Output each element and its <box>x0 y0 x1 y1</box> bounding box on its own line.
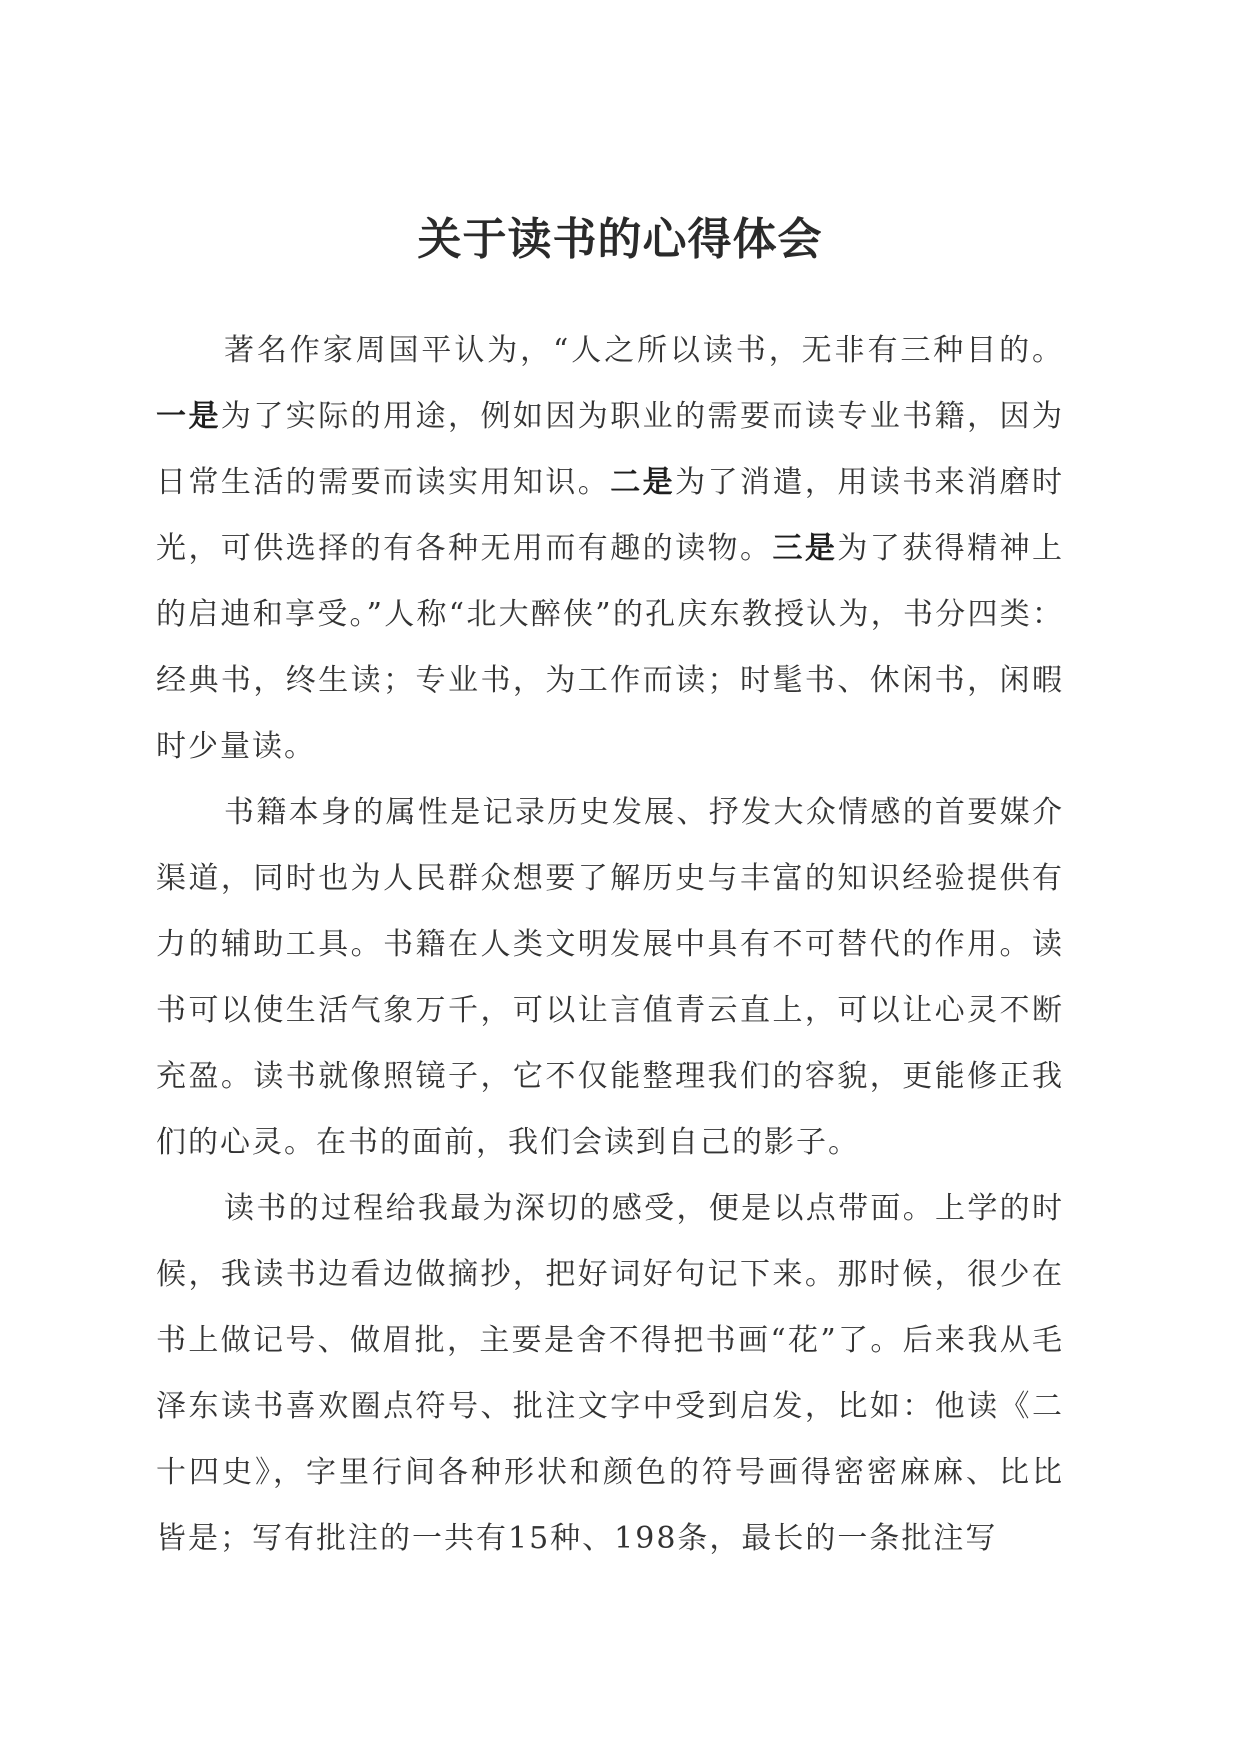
paragraph-text: 为了实际的用途，例如因为职业的需要而读专业书籍，因为日常生活的需要而读实用知识。 <box>156 399 1065 500</box>
paragraph-text: 为了获得精神上的启迪和享受。”人称“北大醉侠”的孔庆东教授认为，书分四类：经典书，终生读；专业书，为工作而读；时髦书、休闲书，闲暇时少量读。 <box>156 531 1065 764</box>
paragraph-text: 著名作家周国平认为，“人之所以读书，无非有三种目的。 <box>224 333 1064 368</box>
paragraph-text: 为了消遣，用读书来消磨时光，可供选择的有各种无用而有趣的读物。 <box>156 465 1065 566</box>
paragraph-3 <box>156 1176 1064 1572</box>
paragraph-text: 读书的过程给我最为深切的感受，便是以点带面。上学的时候，我读书边看边做摘抄，把好词好句记下来。那时候，很少在书上做记号、做眉批，主要是舍不得把书画“花”了。后来我从毛泽东读书喜欢圈点符号、批注文字中受到启发，比如：他读《二十四史》，字里行间各种形状和颜色的符号画得密密麻麻、比比皆是；写有批注的一共有15种、198条，最长的一条批注写 <box>156 1191 1064 1556</box>
document-body <box>156 318 1064 1572</box>
bold-keyword: 三是 <box>772 531 838 566</box>
bold-keyword: 二是 <box>610 465 676 500</box>
paragraph-1 <box>156 318 1064 780</box>
document-title: 关于读书的心得体会 <box>417 214 823 265</box>
bold-keyword: 一是 <box>156 399 221 434</box>
paragraph-2 <box>156 780 1064 1176</box>
paragraph-text: 书籍本身的属性是记录历史发展、抒发大众情感的首要媒介渠道，同时也为人民群众想要了解历史与丰富的知识经验提供有力的辅助工具。书籍在人类文明发展中具有不可替代的作用。读书可以使生活气象万千，可以让言值青云直上，可以让心灵不断充盈。读书就像照镜子，它不仅能整理我们的容貌，更能修正我们的心灵。在书的面前，我们会读到自己的影子。 <box>156 795 1064 1160</box>
